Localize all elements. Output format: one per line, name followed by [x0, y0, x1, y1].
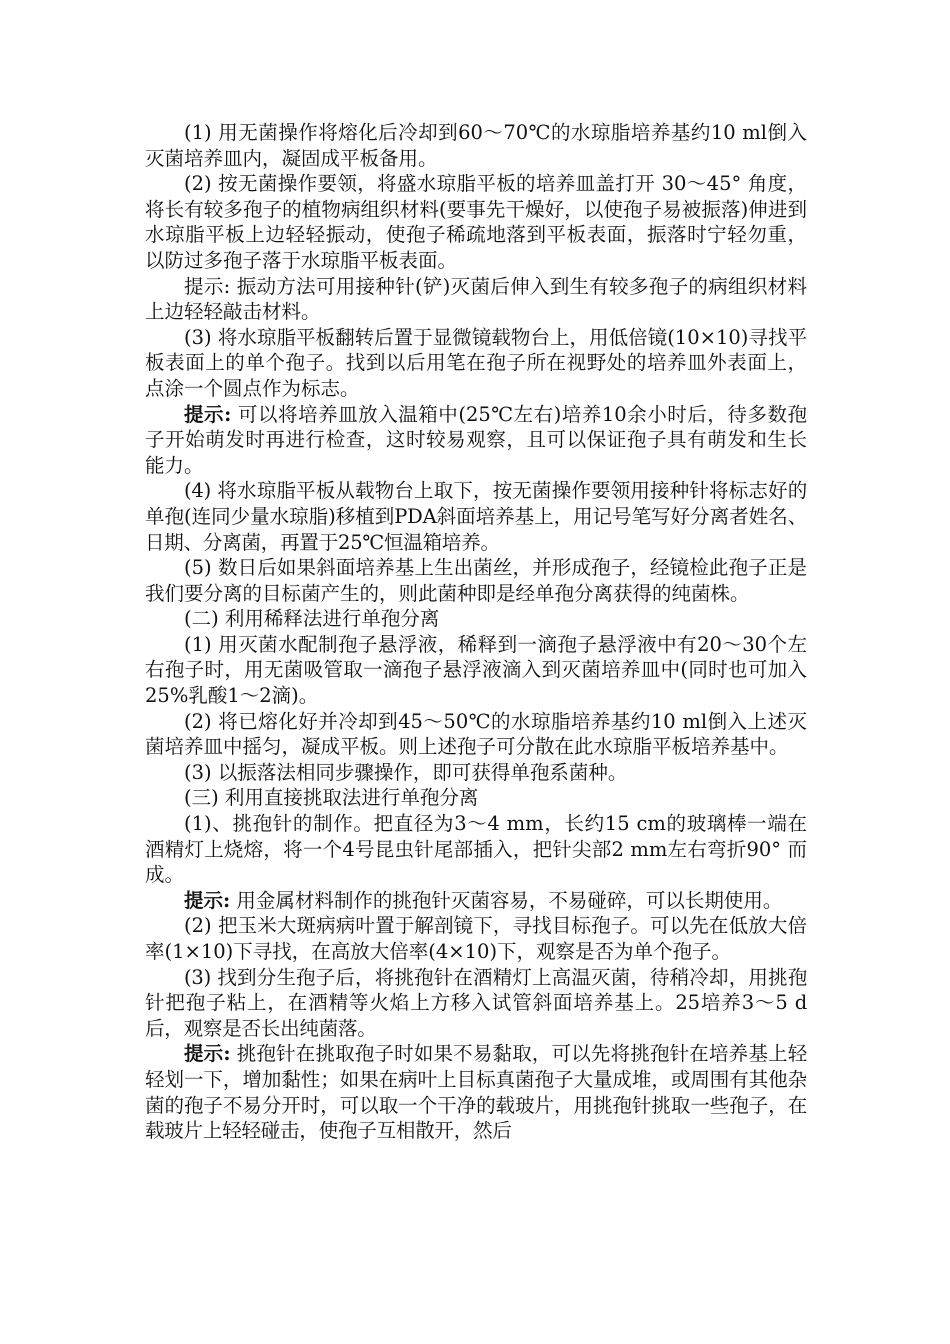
section-heading-dilution: [145, 606, 807, 632]
paragraph-text: (2) 按无菌操作要领，将盛水琼脂平板的培养皿盖打开 30～45° 角度，将长有较多孢子的植物病组织材料(要事先干燥好，以使孢子易被振落)伸进到水琼脂平板上边轻轻振动，使孢子稀疏地落到平板表面，振落时宁轻勿重，以防过多孢子落于水琼脂平板表面。: [145, 172, 807, 272]
paragraph-tip-4: [145, 1041, 807, 1143]
paragraph-text: (2) 将已熔化好并冷却到45～50℃的水琼脂培养基约10 ml倒入上述灭菌培养皿中摇匀，凝成平板。则上述孢子可分散在此水琼脂平板培养基中。: [145, 709, 807, 759]
paragraph-text: (1) 用无菌操作将熔化后冷却到60～70℃的水琼脂培养基约10 ml倒入灭菌培养皿内，凝固成平板备用。: [145, 121, 807, 170]
paragraph-text: (2) 把玉米大斑病病叶置于解剖镜下，寻找目标孢子。可以先在低放大倍率(1×10)下寻找，在高放大倍率(4×10)下，观察是否为单个孢子。: [145, 914, 807, 963]
paragraph-step-3: [145, 325, 807, 402]
paragraph-direct-3: [145, 965, 807, 1042]
paragraph-tip-1: [145, 274, 807, 325]
paragraph-dilution-1: [145, 632, 807, 709]
paragraph-text: 用金属材料制作的挑孢针灭菌容易，不易碰碎，可以长期使用。: [230, 888, 783, 912]
paragraph-text: (4) 将水琼脂平板从载物台上取下，按无菌操作要领用接种针将标志好的单孢(连同少量水琼脂)移植到PDA斜面培养基上，用记号笔写好分离者姓名、日期、分离菌，再置于25℃恒温箱培养。: [145, 479, 807, 554]
paragraph-lead: 提示:: [184, 888, 231, 912]
paragraph-tip-2: [145, 402, 807, 479]
paragraph-text: (1)、挑孢针的制作。把直径为3～4 mm，长约15 cm的玻璃棒一端在酒精灯上烧熔，将一个4号昆虫针尾部插入，把针尖部2 mm左右弯折90° 而成。: [145, 812, 807, 887]
paragraph-lead: 提示:: [184, 402, 232, 426]
paragraph-step-1: [145, 120, 807, 171]
body-text: [145, 120, 807, 1144]
paragraph-text: (3) 将水琼脂平板翻转后置于显微镜载物台上，用低倍镜(10×10)寻找平板表面上的单个孢子。找到以后用笔在孢子所在视野处的培养皿外表面上，点涂一个圆点作为标志。: [145, 325, 807, 400]
paragraph-tip-3: [145, 888, 807, 914]
paragraph-text: 可以将培养皿放入温箱中(25℃左右)培养10余小时后，待多数孢子开始萌发时再进行检查，这时较易观察，且可以保证孢子具有萌发和生长能力。: [145, 402, 807, 477]
paragraph-step-4: [145, 478, 807, 555]
paragraph-text: (二) 利用稀释法进行单孢分离: [184, 607, 440, 631]
section-heading-direct-pick: [145, 785, 807, 811]
paragraph-text: 提示: 振动方法可用接种针(铲)灭菌后伸入到生有较多孢子的病组织材料上边轻轻敲击材料。: [145, 274, 807, 324]
paragraph-step-5: [145, 555, 807, 606]
paragraph-lead: 提示:: [184, 1042, 231, 1066]
paragraph-text: (1) 用灭菌水配制孢子悬浮液，稀释到一滴孢子悬浮液中有20～30个左右孢子时，用无菌吸管取一滴孢子悬浮液滴入到灭菌培养皿中(同时也可加入25%乳酸1～2滴)。: [145, 632, 807, 708]
paragraph-direct-1: [145, 811, 807, 888]
paragraph-dilution-2: [145, 709, 807, 760]
paragraph-dilution-3: [145, 760, 807, 786]
paragraph-text: (三) 利用直接挑取法进行单孢分离: [184, 786, 479, 810]
paragraph-direct-2: [145, 913, 807, 964]
paragraph-text: 挑孢针在挑取孢子时如果不易黏取，可以先将挑孢针在培养基上轻轻划一下，增加黏性；如果在病叶上目标真菌孢子大量成堆，或周围有其他杂菌的孢子不易分开时，可以取一个干净的载玻片，用挑孢针挑取一些孢子，在载玻片上轻轻碰击，使孢子互相散开，然后: [145, 1042, 807, 1143]
paragraph-text: (3) 找到分生孢子后，将挑孢针在酒精灯上高温灭菌，待稍冷却，用挑孢针把孢子粘上，在酒精等火焰上方移入试管斜面培养基上。25培养3～5 d后，观察是否长出纯菌落。: [145, 965, 807, 1040]
paragraph-step-2: [145, 171, 807, 273]
paragraph-text: (3) 以振落法相同步骤操作，即可获得单孢系菌种。: [184, 760, 628, 784]
paragraph-text: (5) 数日后如果斜面培养基上生出菌丝，并形成孢子，经镜检此孢子正是我们要分离的目标菌产生的，则此菌种即是经单孢分离获得的纯菌株。: [145, 556, 807, 605]
